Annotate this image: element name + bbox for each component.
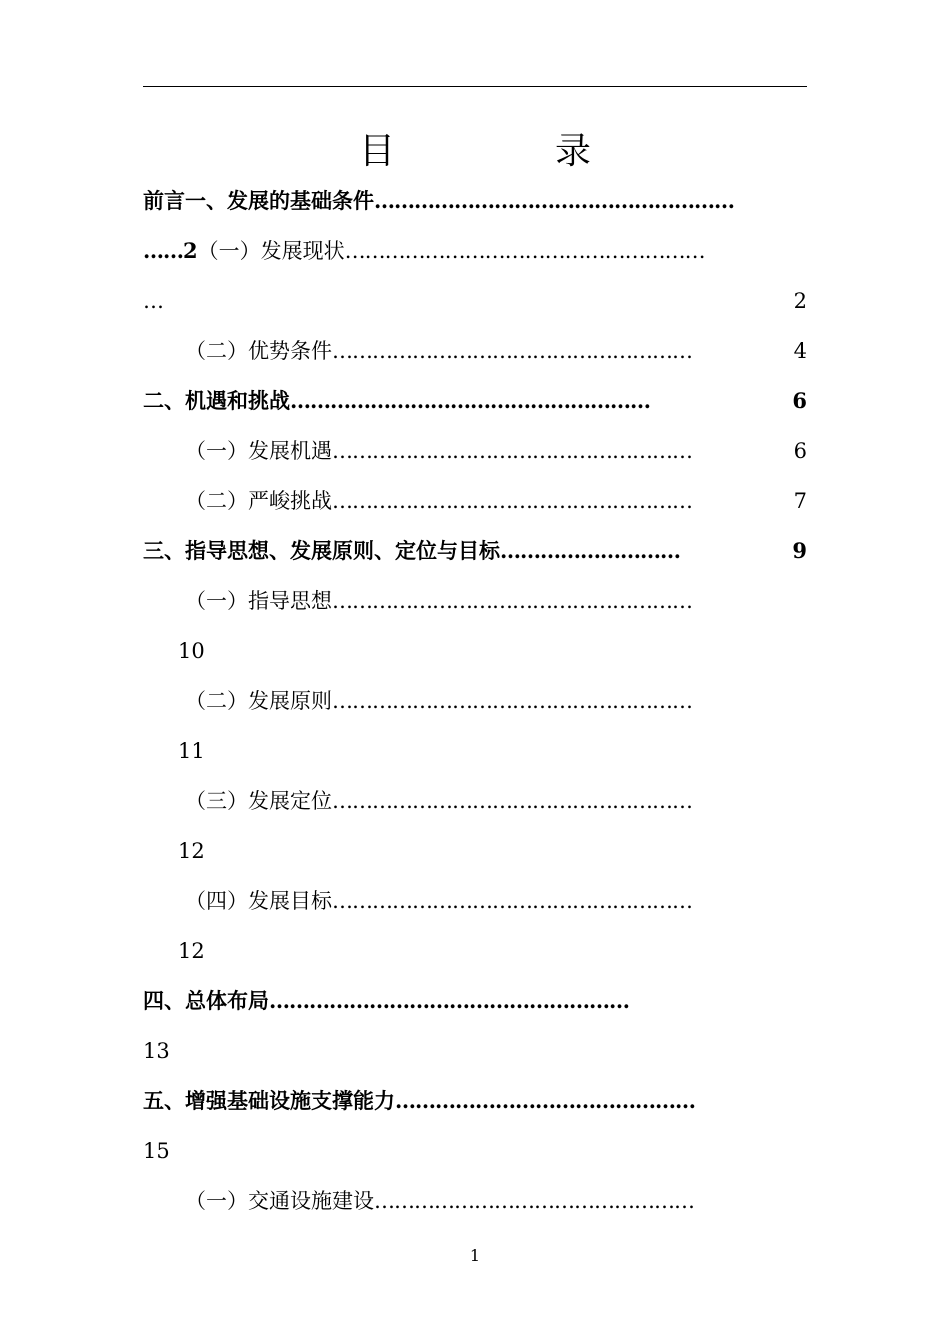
toc-entry-positioning[interactable] bbox=[185, 786, 807, 816]
toc-entry-label: （一）发展机遇 bbox=[185, 439, 332, 463]
toc-leader: ……………………………………… bbox=[395, 1088, 695, 1113]
toc-entry-current-status[interactable] bbox=[143, 236, 807, 266]
toc-leader: ……………………………………………… bbox=[332, 339, 692, 363]
toc-leader: ……………………………………………… bbox=[332, 689, 692, 713]
toc-leader: ……………………………………………… bbox=[332, 439, 692, 463]
toc-entry-label: 四、总体布局 bbox=[143, 988, 269, 1013]
toc-leader: ……………………………………………… bbox=[344, 239, 705, 263]
page-number-footer: 1 bbox=[469, 1246, 481, 1265]
toc-page-number: 2 bbox=[183, 238, 198, 263]
toc-entry-label: 三、指导思想、发展原则、定位与目标 bbox=[143, 538, 500, 563]
toc-leader: ……………………………………………… bbox=[332, 489, 692, 513]
toc-entry-infrastructure[interactable] bbox=[143, 1086, 807, 1116]
toc-entry-label: 二、机遇和挑战 bbox=[143, 388, 290, 413]
toc-entry-overall-layout[interactable] bbox=[143, 986, 807, 1016]
toc-leader: ……………………………………………… bbox=[374, 188, 734, 213]
toc-entry-label: （二）发展原则 bbox=[185, 689, 332, 713]
toc-entry-label: （一）交通设施建设 bbox=[185, 1189, 374, 1213]
toc-entry-opportunities[interactable] bbox=[185, 436, 807, 466]
toc-leader: … bbox=[143, 289, 164, 313]
header-rule bbox=[143, 86, 807, 87]
toc-entry-opportunities-challenges[interactable] bbox=[143, 386, 807, 416]
toc-entry-label: （一）发展现状 bbox=[197, 239, 345, 263]
toc-leader: ……………………………………………… bbox=[332, 589, 692, 613]
toc-entry-guiding-ideology[interactable] bbox=[143, 536, 807, 566]
toc-page-number: 15 bbox=[143, 1139, 170, 1163]
toc-page-number: 2 bbox=[793, 289, 807, 313]
toc-entry-label: （二）优势条件 bbox=[185, 339, 332, 363]
toc-page-number: 6 bbox=[792, 386, 807, 416]
toc-page-number: 6 bbox=[794, 436, 807, 466]
toc-entry-label: （一）指导思想 bbox=[185, 589, 332, 613]
toc-leader: …… bbox=[143, 238, 183, 263]
toc-leader: ……………………………………………… bbox=[269, 988, 629, 1013]
toc-page-number: 7 bbox=[794, 486, 807, 516]
toc-entry-label: 前言一、发展的基础条件 bbox=[143, 188, 374, 213]
toc-page-number: 13 bbox=[143, 1039, 170, 1063]
toc-entry-label: （四）发展目标 bbox=[185, 889, 332, 913]
toc-page-number: 12 bbox=[178, 939, 205, 963]
toc-entry-label: （二）严峻挑战 bbox=[185, 489, 332, 513]
toc-page-number: 9 bbox=[792, 536, 807, 566]
toc-entry-principles[interactable] bbox=[185, 686, 807, 716]
toc-page-number: 12 bbox=[178, 839, 205, 863]
toc-entry-label: （三）发展定位 bbox=[185, 789, 332, 813]
toc-entry-preface[interactable] bbox=[143, 186, 807, 216]
toc-page-number: 4 bbox=[794, 336, 807, 366]
toc-leader: ……………………………………………… bbox=[332, 889, 692, 913]
toc-entry-advantages[interactable] bbox=[185, 336, 807, 366]
toc-entry-label: 五、增强基础设施支撑能力 bbox=[143, 1088, 395, 1113]
toc-leader: ……………………………………………… bbox=[332, 789, 692, 813]
toc-leader: ………………………………………… bbox=[374, 1189, 694, 1213]
toc-page-number: 11 bbox=[178, 739, 205, 763]
toc-entry-goals[interactable] bbox=[185, 886, 807, 916]
toc-entry-wrap bbox=[143, 286, 807, 316]
toc-entry-challenges[interactable] bbox=[185, 486, 807, 516]
toc-leader: ……………………………………………… bbox=[290, 388, 650, 413]
toc-entry-guiding-thought[interactable] bbox=[185, 586, 807, 616]
toc-page-number: 10 bbox=[178, 639, 205, 663]
toc-leader: ……………………… bbox=[500, 538, 680, 563]
toc-entry-transport[interactable] bbox=[185, 1186, 789, 1216]
page-title: 目 录 bbox=[358, 131, 653, 172]
